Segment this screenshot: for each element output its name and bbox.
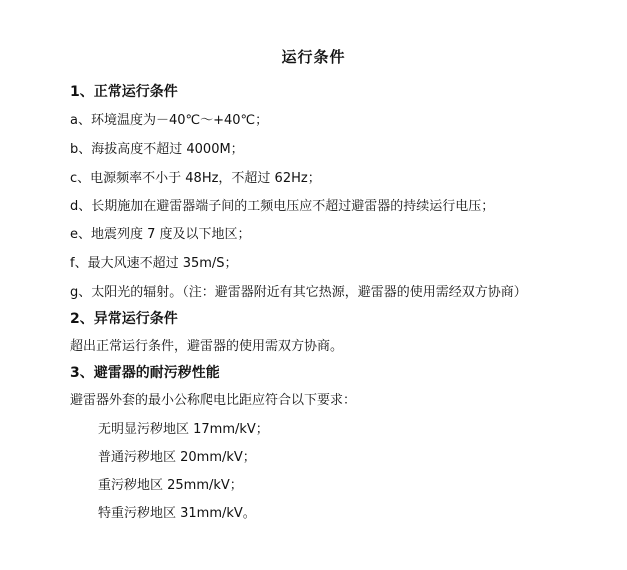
section1-item-g: g、太阳光的辐射。（注：避雷器附近有其它热源，避雷器的使用需经双方协商）: [70, 285, 527, 300]
section2-text: 超出正常运行条件，避雷器的使用需双方协商。: [70, 339, 344, 354]
section1-item-f: f、最大风速不超过 35m/S；: [70, 256, 238, 271]
section3-heading: 3、避雷器的耐污秽性能: [70, 365, 220, 381]
section3-item-3: 重污秽地区 25mm/kV；: [98, 478, 243, 493]
section1-item-d: d、长期施加在避雷器端子间的工频电压应不超过避雷器的持续运行电压；: [70, 199, 495, 214]
section1-heading: 1、正常运行条件: [70, 84, 178, 100]
section1-item-e: e、地震列度 7 度及以下地区；: [70, 227, 251, 242]
section3-item-2: 普通污秽地区 20mm/kV；: [98, 450, 256, 465]
section3-item-4: 特重污秽地区 31mm/kV。: [98, 506, 256, 521]
section3-item-1: 无明显污秽地区 17mm/kV；: [98, 422, 269, 437]
section3-intro: 避雷器外套的最小公称爬电比距应符合以下要求：: [70, 393, 357, 408]
page-title: 运行条件: [281, 48, 346, 66]
section1-item-a: a、环境温度为－40℃～+40℃；: [70, 113, 269, 128]
section2-heading: 2、异常运行条件: [70, 311, 178, 327]
section1-item-b: b、海拔高度不超过 4000M；: [70, 142, 244, 157]
section1-item-c: c、电源频率不小于 48Hz，不超过 62Hz；: [70, 171, 321, 186]
